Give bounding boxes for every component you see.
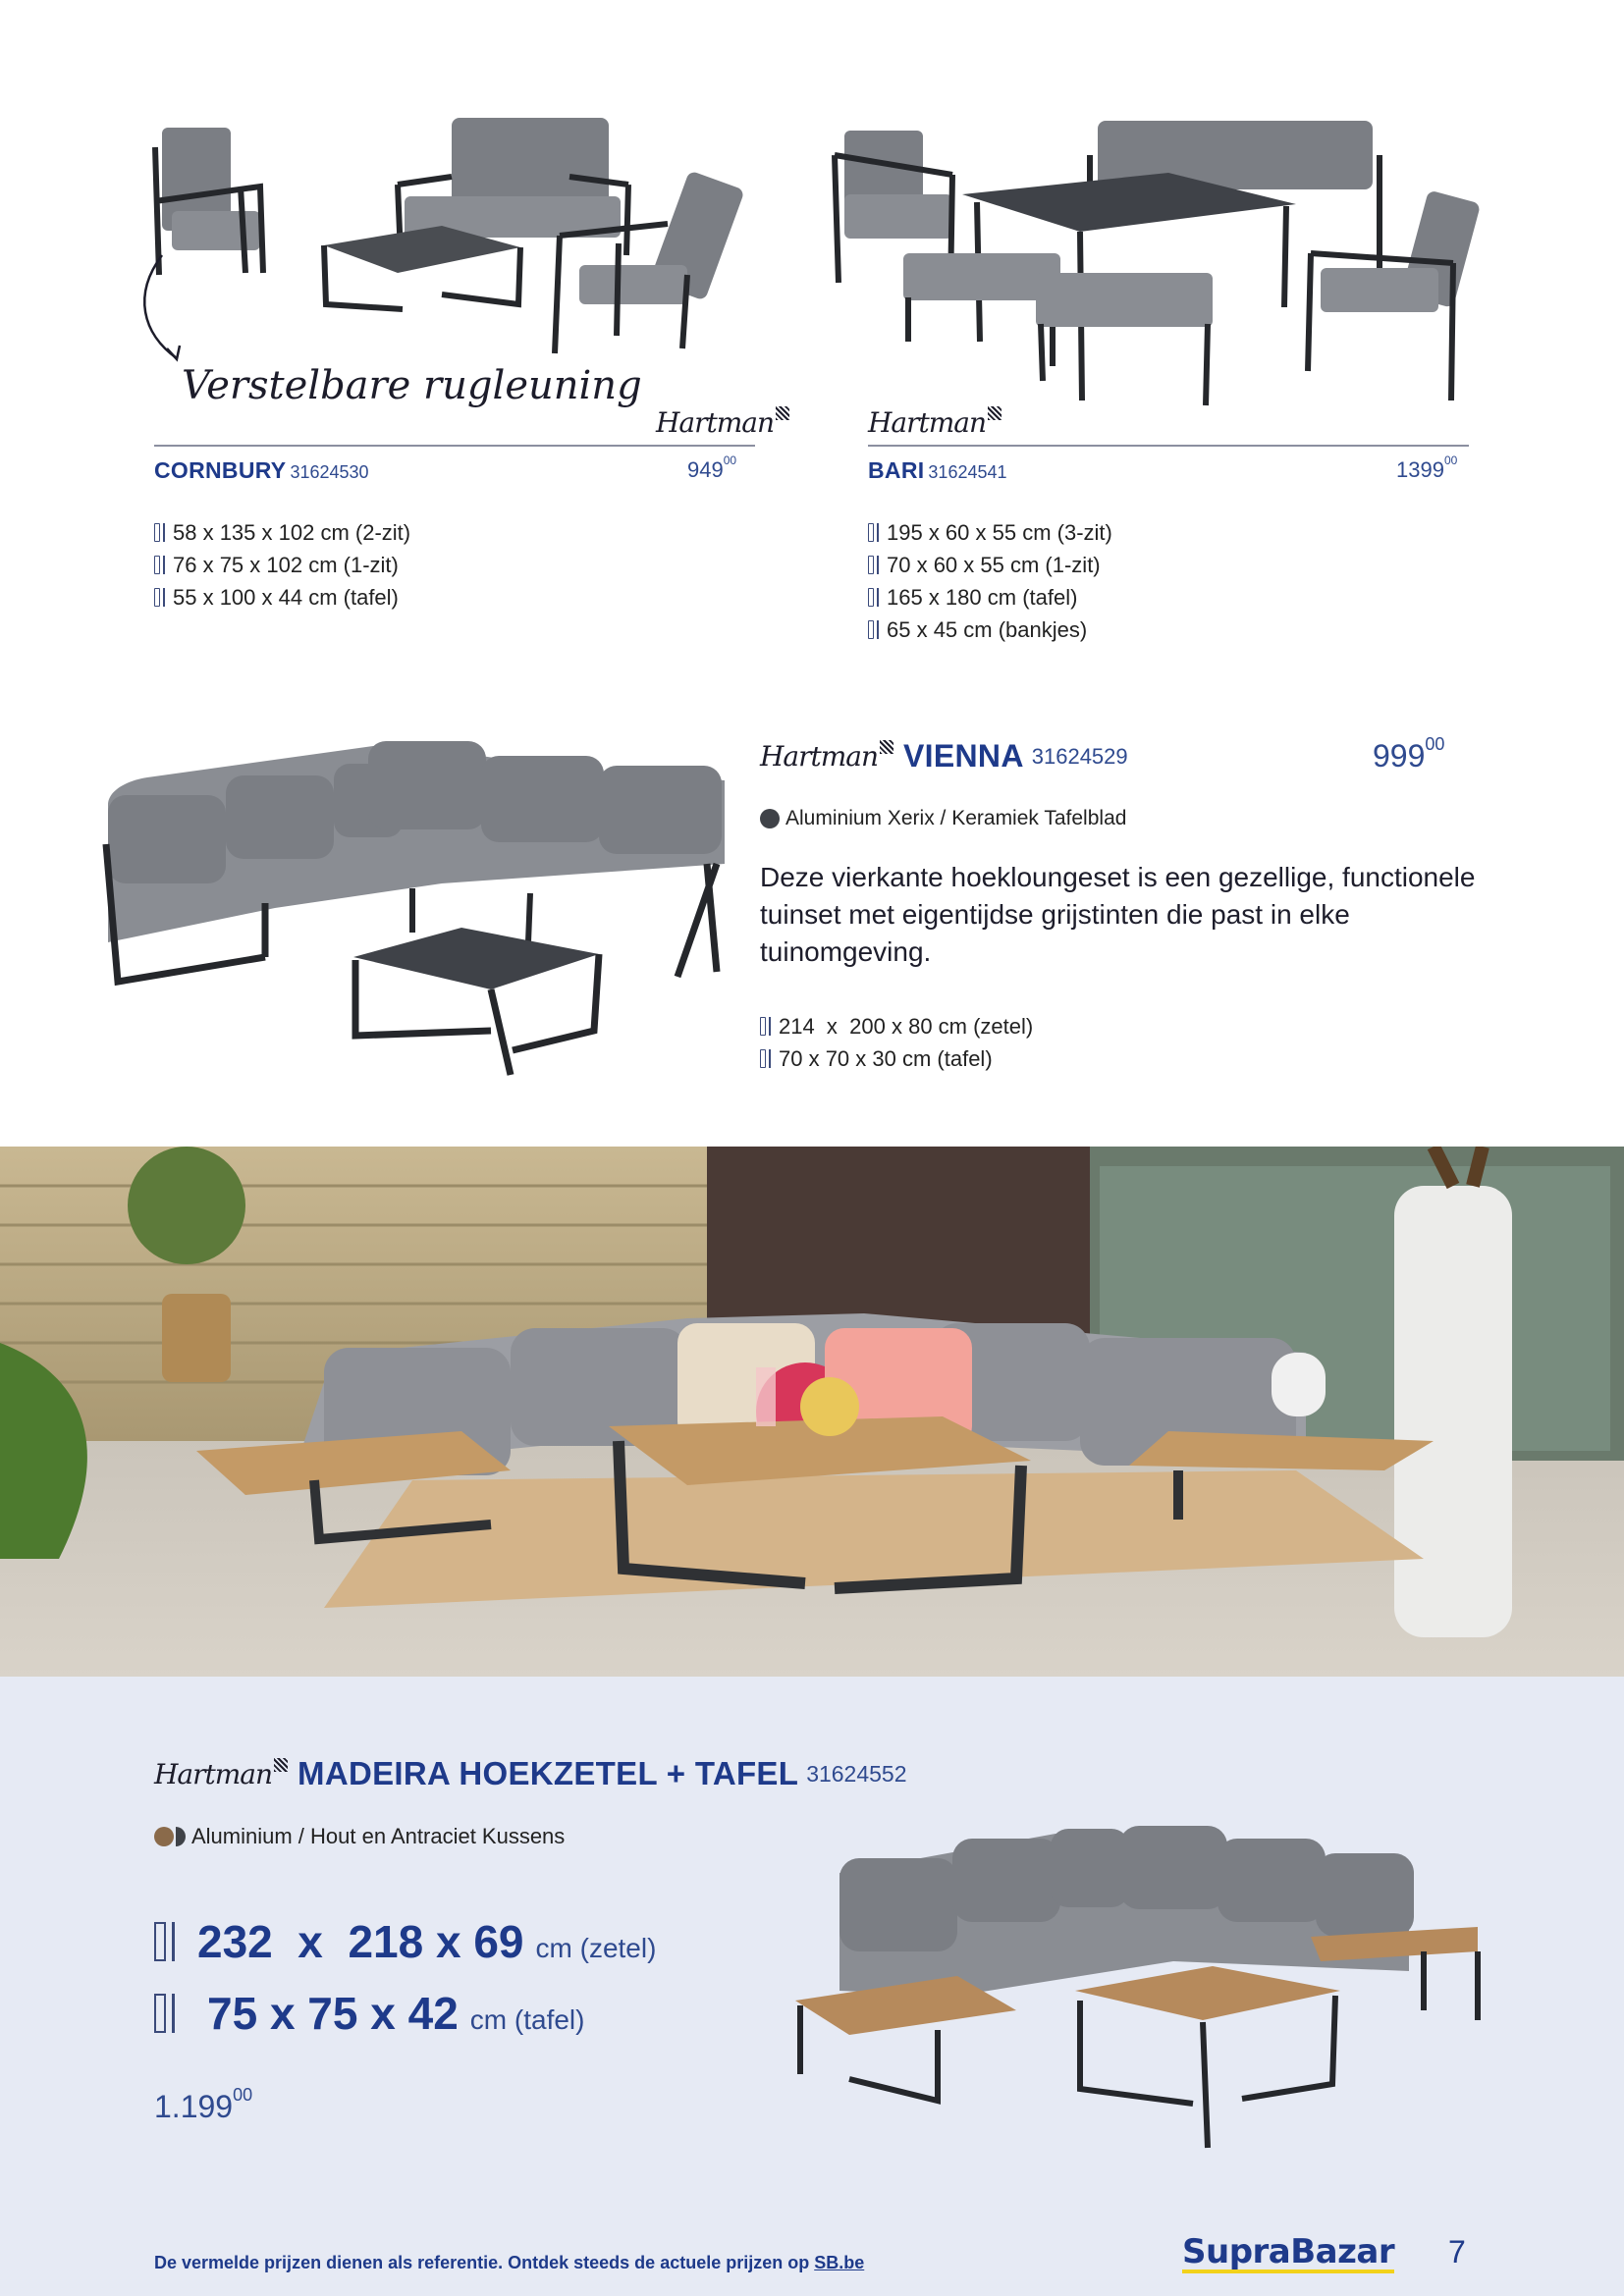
ruler-icon — [154, 1994, 184, 2035]
bari-brand-logo: Hartman — [868, 406, 1001, 439]
dimension-item: 70 x 60 x 55 cm (1-zit) — [868, 549, 1112, 581]
cornbury-price: $949^{00}$ — [687, 454, 737, 482]
madeira-header — [154, 1755, 907, 1792]
wood-color-swatch — [154, 1827, 174, 1846]
cornbury-annotation: Verstelbare rugleuning — [182, 363, 642, 408]
madeira-sku: 31624552 — [806, 1760, 907, 1787]
bari-price: 1399$^{00}$ — [1396, 454, 1458, 482]
madeira-sofa — [839, 1826, 1414, 1996]
vienna-header — [760, 738, 1128, 774]
vienna-price: $999^{00}$ — [1373, 734, 1445, 774]
madeira-product-image — [790, 1814, 1492, 2153]
page-number: 7 — [1448, 2234, 1466, 2269]
madeira-brand-logo: Hartman — [154, 1758, 288, 1790]
ruler-icon — [760, 1048, 773, 1070]
bari-title — [868, 457, 1007, 484]
cornbury-dimensions — [154, 516, 410, 614]
madeira-dimension-sofa: 232 x 218 x 69 cm (zetel) — [154, 1915, 656, 1968]
vienna-description: Deze vierkante hoekloungeset is een gezellige, functionele tuinset met eigentijdse grijstinten die past in elke tuinomgeving. — [760, 862, 1476, 967]
cornbury-sku: 31624530 — [290, 462, 369, 482]
ruler-icon — [868, 619, 881, 641]
vienna-sku: 31624529 — [1031, 743, 1128, 769]
cornbury-product-image — [147, 108, 766, 363]
cornbury-armchair-left — [155, 128, 263, 275]
madeira-name: MADEIRA HOEKZETEL + TAFEL — [298, 1755, 799, 1791]
ruler-icon — [868, 555, 881, 576]
madeira-dimension-table: 75 x 75 x 42 cm (tafel) — [154, 1987, 584, 2040]
ruler-icon — [868, 522, 881, 544]
ruler-icon — [154, 555, 167, 576]
footer-disclaimer: De vermelde prijzen dienen als referentie. Ontdek steeds de actuele prijzen op SB.be — [154, 2253, 865, 2272]
vienna-product-image — [88, 736, 736, 1085]
madeira-table — [1075, 1966, 1340, 2148]
bari-sku: 31624541 — [928, 462, 1007, 482]
cornbury-divider — [154, 445, 755, 447]
color-swatch — [760, 809, 780, 828]
dimension-item: 55 x 100 x 44 cm (tafel) — [154, 581, 410, 614]
dimension-item: 195 x 60 x 55 cm (3-zit) — [868, 516, 1112, 549]
madeira-lifestyle-photo — [0, 1147, 1624, 1677]
ruler-icon — [154, 1922, 184, 1963]
madeira-panel — [0, 1677, 1624, 2296]
bari-armchair-right — [1308, 189, 1481, 400]
ruler-icon — [154, 587, 167, 609]
dimension-item: 165 x 180 cm (tafel) — [868, 581, 1112, 614]
cornbury-table — [324, 226, 520, 309]
dimension-item: 76 x 75 x 102 cm (1-zit) — [154, 549, 410, 581]
vienna-name: VIENNA — [903, 738, 1024, 774]
bari-divider — [868, 445, 1469, 447]
dimension-item: 70 x 70 x 30 cm (tafel) — [760, 1042, 1033, 1075]
vienna-material: Aluminium Xerix / Keramiek Tafelblad — [760, 807, 1126, 830]
ruler-icon — [760, 1016, 773, 1038]
cornbury-title — [154, 457, 369, 484]
bari-name: BARI — [868, 457, 925, 483]
dimension-item: 214 x 200 x 80 cm (zetel) — [760, 1010, 1033, 1042]
vienna-brand-logo: Hartman — [760, 740, 893, 773]
vienna-dimensions — [760, 1010, 1033, 1075]
vienna-table — [353, 928, 599, 1075]
cornbury-brand-logo: Hartman — [656, 406, 789, 439]
dimension-item: 58 x 135 x 102 cm (2-zit) — [154, 516, 410, 549]
dimension-item: 65 x 45 cm (bankjes) — [868, 614, 1112, 646]
suprabazar-logo: SupraBazar — [1182, 2232, 1395, 2271]
sb-website-link[interactable]: SB.be — [814, 2253, 865, 2272]
madeira-price: 1.199$^{00}$ — [154, 2085, 253, 2124]
lifestyle-scene — [0, 1147, 1624, 1677]
cornbury-name: CORNBURY — [154, 457, 287, 483]
bari-bench-right — [1036, 273, 1213, 405]
bari-product-image — [825, 116, 1502, 410]
ruler-icon — [868, 587, 881, 609]
ruler-icon — [154, 522, 167, 544]
madeira-material: Aluminium / Hout en Antraciet Kussens — [154, 1824, 565, 1849]
anthracite-color-swatch — [176, 1827, 186, 1846]
bari-dimensions — [868, 516, 1112, 646]
